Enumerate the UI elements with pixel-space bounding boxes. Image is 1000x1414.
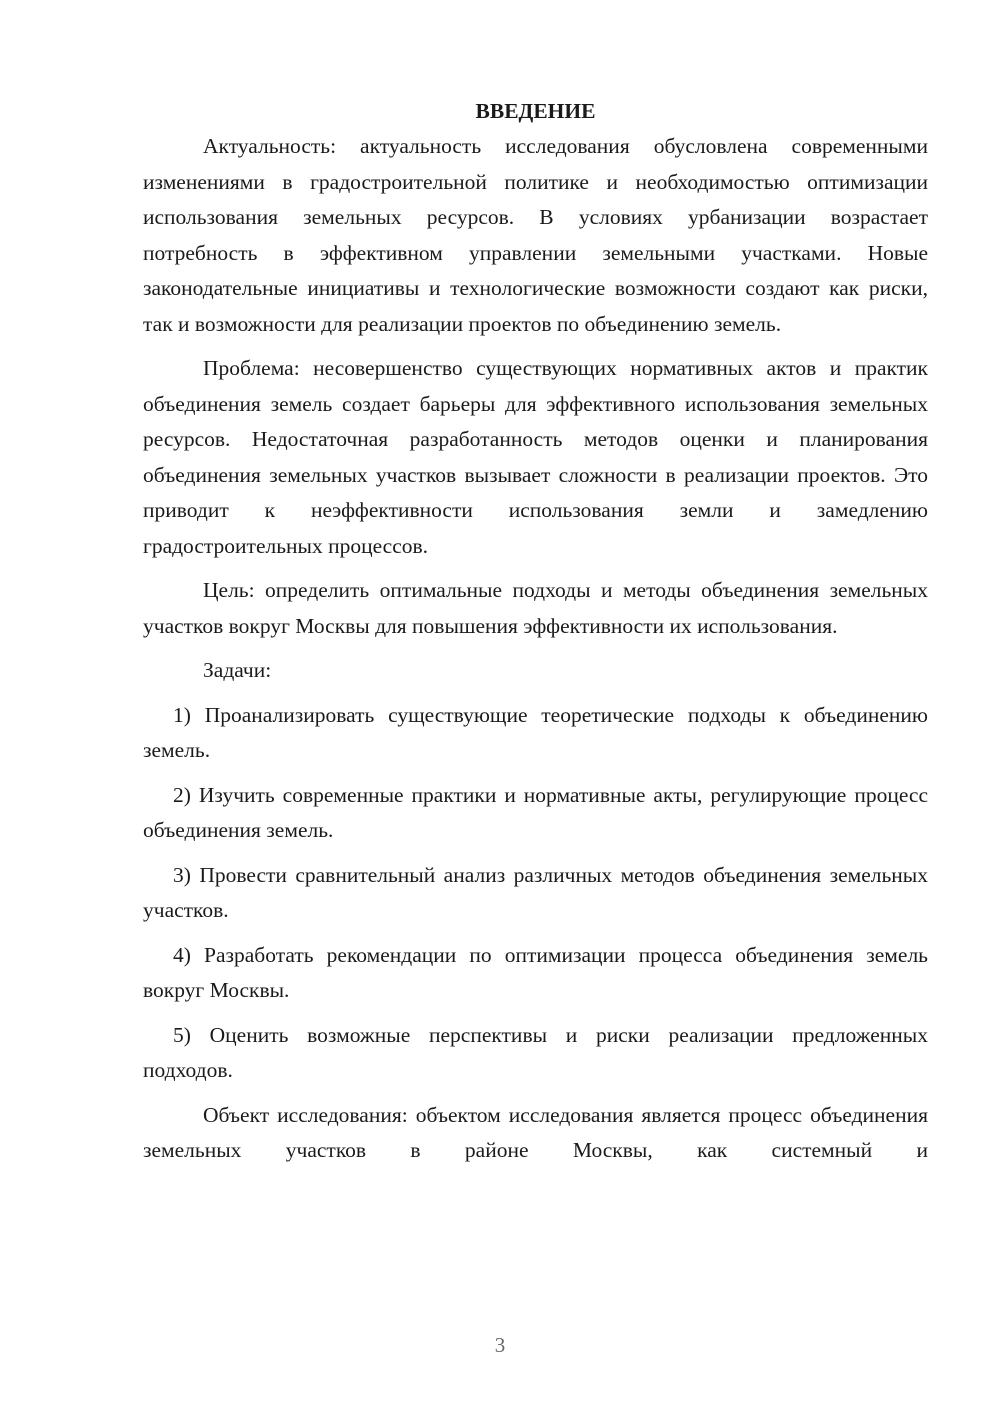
page-number: 3 [494,1333,506,1357]
document-body [143,95,928,1178]
section-heading: ВВЕДЕНИЕ [475,99,596,123]
goal-paragraph: Цель: определить оптимальные подходы и методы объединения земельных участков вокруг Москвы для повышения эффективности их использования. [143,578,928,638]
object-paragraph: Объект исследования: объектом исследования является процесс объединения земельных участков в районе Москвы, как системный и [143,1102,928,1162]
task-item-2: 2) Изучить современные практики и нормативные акты, регулирующие процесс объединения земель. [143,782,928,842]
task-item-1: 1) Проанализировать существующие теоретические подходы к объединению земель. [143,702,928,762]
problem-paragraph: Проблема: несовершенство существующих нормативных актов и практик объединения земель создает барьеры для эффективного использования земельных ресурсов. Недостаточная разработанность методов оценки и планирования объединения земельных участков вызывает сложности в реализации проектов. Это приводит к неэффективности использования земли и замедлению градостроительных процессов. [143,356,928,558]
task-item-3: 3) Провести сравнительный анализ различных методов объединения земельных участков. [143,862,928,922]
relevance-paragraph: Актуальность: актуальность исследования обусловлена современными изменениями в градостроительной политике и необходимостью оптимизации использования земельных ресурсов. В условиях урбанизации возрастает потребность в эффективном управлении земельными участками. Новые законодательные инициативы и технологические возможности создают как риски, так и возможности для реализации проектов по объединению земель. [143,134,928,336]
tasks-label: Задачи: [203,658,272,682]
task-item-5: 5) Оценить возможные перспективы и риски реализации предложенных подходов. [143,1022,928,1082]
task-item-4: 4) Разработать рекомендации по оптимизации процесса объединения земель вокруг Москвы. [143,942,928,1002]
